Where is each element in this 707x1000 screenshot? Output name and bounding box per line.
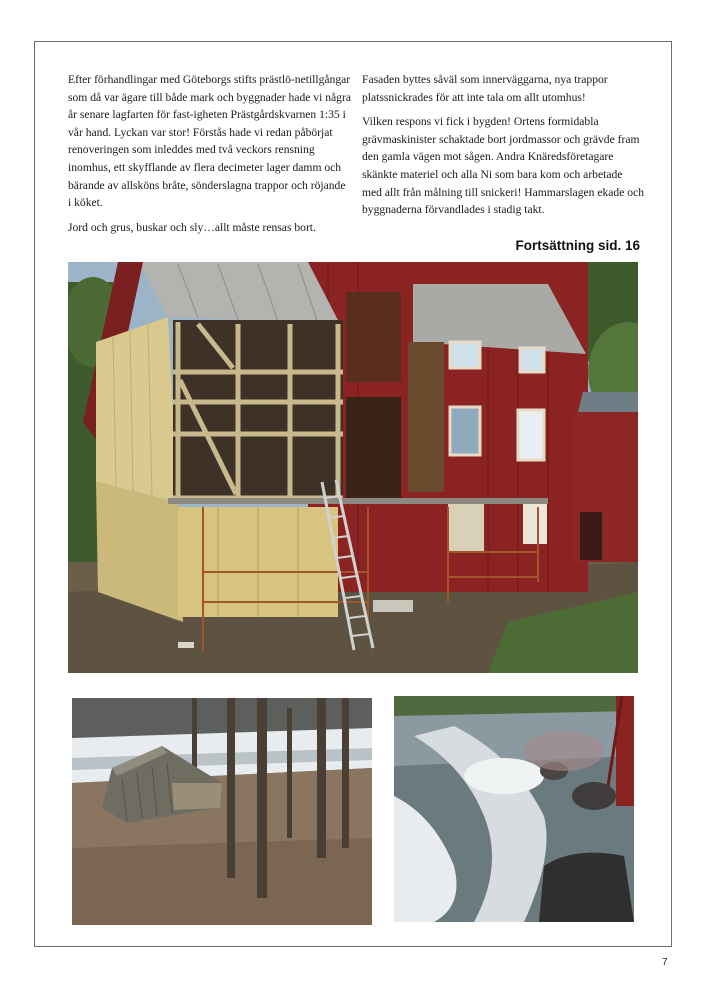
- river-rapids-photo: [394, 696, 634, 922]
- collapsed-shed-photo: [72, 698, 372, 925]
- left-text-column: [68, 71, 351, 243]
- right-paragraph-2: Vilken respons vi fick i bygden! Ortens formidabla grävmaskinister schaktade bort jordmassor och grävde fram den gamla vägen mot sågen. Andra Knäredsföretagare skänkte materiel och alla Ni som bara kom och arbetade med allt från målning till snickeri! Hammarslagen ekade och byggnaderna förvandlades i stadig takt.: [362, 115, 645, 217]
- right-paragraph-1: Fasaden byttes såväl som innerväggarna, nya trappor platssnickrades för att inte tala om allt utomhus!: [362, 73, 608, 104]
- right-text-column: [362, 71, 644, 226]
- left-paragraph-1: Efter förhandlingar med Göteborgs stifts prästlö-netillgångar som då var ägare till både mark och byggnader hade vi några år senare lagfarten för fast-igheten Prästgårdskvarnen 1:35 i vår hand. Lyckan var stor! Förstås hade vi redan påbörjat renoveringen som inleddes med två veckors rensning inomhus, ett skyfflande av flera decimeter lager damm och bärande av allsköns bråte, sönderslagna trappor och röjande i köket.: [68, 73, 351, 210]
- mill-renovation-photo: [68, 262, 638, 673]
- page-number: 7: [662, 957, 668, 968]
- continuation-note: Fortsättning sid. 16: [515, 238, 640, 253]
- left-paragraph-2: Jord och grus, buskar och sly…allt måste rensas bort.: [68, 220, 316, 234]
